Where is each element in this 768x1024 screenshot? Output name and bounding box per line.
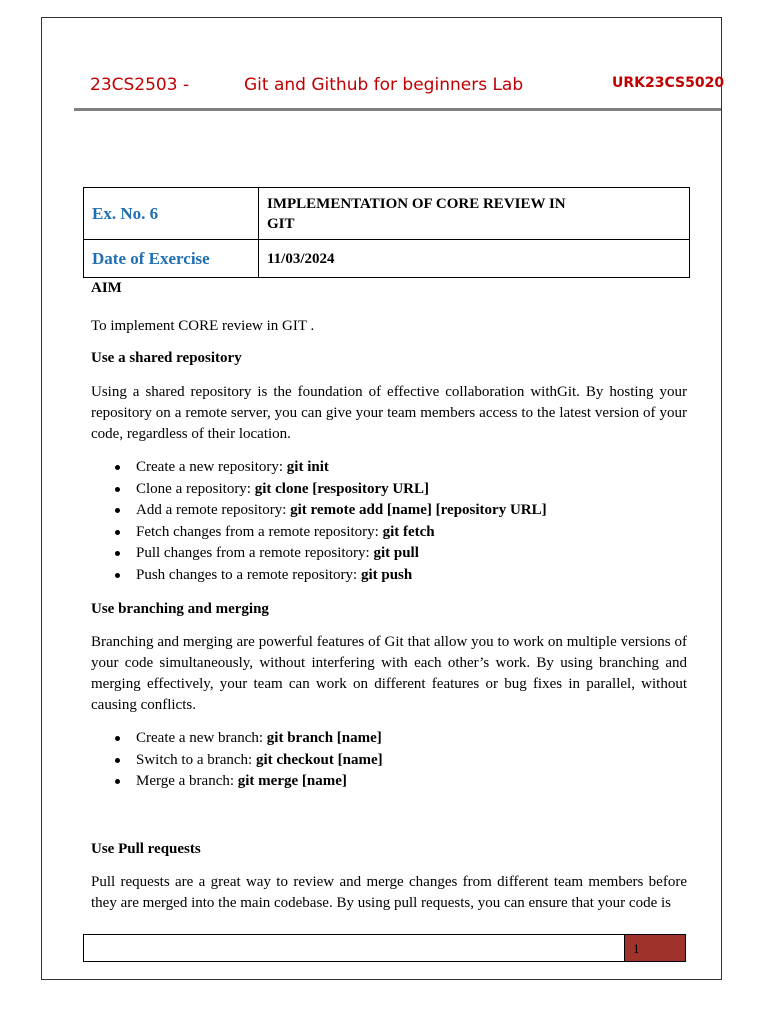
- exercise-number-label: Ex. No. 6: [84, 188, 259, 240]
- item-command: git init: [286, 459, 329, 475]
- course-code: 23CS2503 -: [90, 75, 190, 95]
- shared-repo-list: [91, 457, 687, 587]
- exercise-row: [84, 188, 690, 240]
- item-command: git merge [name]: [237, 773, 347, 790]
- item-command: git push: [360, 566, 413, 583]
- item-command: git remote add [name] [repository URL]: [290, 502, 547, 519]
- item-command: git clone [respository URL]: [254, 480, 430, 497]
- aim-text: To implement CORE review in GIT .: [91, 318, 315, 334]
- branching-heading: Use branching and merging: [91, 601, 269, 617]
- pull-requests-paragraph: Pull requests are a great way to review and merge changes from different team members before they are merged into the main codebase. By using pull requests, you can ensure that your code is: [91, 874, 687, 911]
- item-command: git checkout [name]: [255, 751, 383, 768]
- footer-bar: [83, 934, 686, 962]
- branching-list: [91, 728, 687, 793]
- date-row: [84, 240, 690, 278]
- page-number: 1: [624, 934, 686, 962]
- list-item: [91, 771, 687, 793]
- aim-heading: AIM: [91, 280, 122, 296]
- item-text: Merge a branch:: [136, 773, 238, 790]
- date-value: 11/03/2024: [259, 240, 690, 278]
- register-number: URK23CS5020: [612, 75, 725, 91]
- item-text: Switch to a branch:: [136, 751, 256, 768]
- date-label: Date of Exercise: [84, 240, 259, 278]
- item-text: Add a remote repository:: [136, 502, 291, 519]
- list-item: [91, 565, 687, 587]
- item-text: Pull changes from a remote repository:: [136, 545, 374, 562]
- list-item: [91, 543, 687, 565]
- item-text: Create a new branch:: [136, 730, 267, 746]
- shared-repo-heading: Use a shared repository: [91, 350, 242, 366]
- branching-paragraph: Branching and merging are powerful features of Git that allow you to work on multiple versions of your code simultaneously, without interfering with each other’s work. By using branching and merging effectively, your team can work on different features or bug fixes in parallel, without causing conflicts.: [91, 634, 687, 713]
- list-item: [91, 728, 687, 750]
- pull-requests-heading: Use Pull requests: [91, 841, 201, 857]
- list-item: [91, 457, 687, 479]
- shared-repo-paragraph: Using a shared repository is the foundation of effective collaboration withGit. By hosting your repository on a remote server, you can give your team members access to the latest version of your code, regardless of their location.: [91, 384, 687, 442]
- item-text: Create a new repository:: [136, 459, 287, 475]
- exercise-title-line1: IMPLEMENTATION OF CORE REVIEW IN: [267, 195, 566, 212]
- list-item: [91, 522, 687, 544]
- item-text: Push changes to a remote repository:: [136, 566, 361, 583]
- list-item: [91, 500, 687, 522]
- item-command: git fetch: [382, 523, 435, 540]
- exercise-title-line2: GIT: [267, 215, 295, 232]
- header-divider: [74, 108, 721, 111]
- item-text: Clone a repository:: [136, 480, 255, 497]
- item-text: Fetch changes from a remote repository:: [136, 523, 383, 540]
- list-item: [91, 479, 687, 501]
- course-title: Git and Github for beginners Lab: [244, 75, 524, 95]
- exercise-title: [259, 188, 690, 240]
- exercise-info-table: [83, 187, 690, 278]
- item-command: git pull: [373, 545, 419, 562]
- list-item: [91, 750, 687, 772]
- item-command: git branch [name]: [266, 730, 382, 746]
